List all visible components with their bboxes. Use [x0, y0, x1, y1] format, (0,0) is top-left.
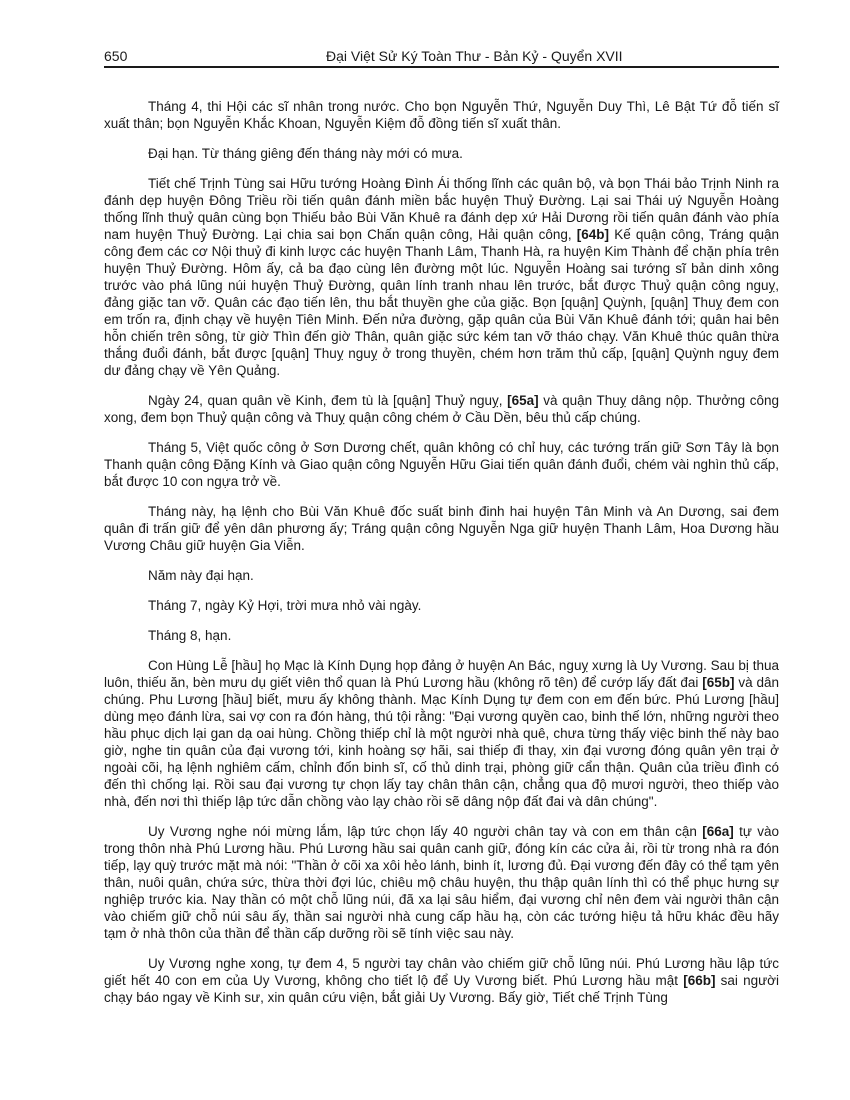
- paragraph-text: Kế quận công, Tráng quận công đem các cơ Nội thuỷ đi kinh lược các huyện Thanh Lâm, Thanh Hà, ra huyện Kim Thành để chặn phía trên huyện Thuỷ Đường. Hôm ấy, cả ba đạo cùng lên đường một lúc. Nguyễn Hoàng sai tướng sĩ bản dinh xông trước vào phá lũng núi huyện Thuỷ Đường, quân lính tranh nhau lên trước, bắt được Thuỷ quận công nguỵ, đảng giặc tan vỡ. Quân các đạo tiến lên, thu bắt thuyền ghe của giặc. Bọn [quận] Quỳnh, [quận] Thuỵ đem con em trốn ra, định chạy về huyện Tiên Minh. Đến nửa đường, gặp quân của Bùi Văn Khuê đánh tới; quân hai bên hỗn chiến trên sông, từ giờ Thìn đến giờ Thân, quân giặc sức kém tan vỡ tháo chạy. Văn Khuê thúc quân thừa thắng đuổi đánh, bắt được [quận] Thuỵ nguỵ ở trong thuyền, chém hơn trăm thủ cấp, [quận] Quỳnh nguỵ đem dư đảng chạy về Yên Quảng.: [104, 227, 779, 378]
- paragraph: [104, 627, 779, 644]
- paragraph-text: và quận Thuỵ dâng nộp. Thưởng công xong, đem bọn Thuỷ quận công và Thuỵ quận công chém ở Cầu Dền, bêu thủ cấp chúng.: [104, 393, 780, 425]
- paragraph: [104, 597, 779, 614]
- header-rule: [104, 66, 779, 68]
- paragraph-text: Đại hạn. Từ tháng giêng đến tháng này mới có mưa.: [148, 146, 463, 161]
- paragraph-text: tự vào trong thôn nhà Phú Lương hầu. Phú Lương hầu sai quân canh giữ, đóng kín các cửa ải, rồi từ trong nhà ra đón tiếp, lạy quỳ trước mặt mà nói: "Thần ở cõi xa xôi hẻo lánh, binh ít, lương đủ. Đại vương đến đây có thể tạm yên thân, nuôi quân, chứa sức, thừa thời đợi lúc, chiêu mộ châu huyện, thu thập quân lính thì có thể phục hưng sự nghiệp trước kia. Nay thần có một chỗ lũng núi, đã xa lại sâu hiểm, đại vương chỉ nên đem vài người thân cận vào chiếm giữ chỗ núi sâu ấy, thần sai người nhà cung cấp hầu hạ, còn các tướng hiệu tả hữu khác đều hãy tạm ở nhà thôn của thần để thần cấp dưỡng rồi sẽ tính việc sau này.: [104, 824, 779, 941]
- paragraph-text: Tiết chế Trịnh Tùng sai Hữu tướng Hoàng Đình Ái thống lĩnh các quân bộ, và bọn Thái bảo Trịnh Ninh ra đánh dẹp huyện Đông Triều rồi tiến quân đánh miền bắc huyện Thuỷ Đường. Lại sai Thái uý Nguyễn Hoàng thống lĩnh thuỷ quân cùng bọn Thiếu bảo Bùi Văn Khuê ra đánh dẹp xứ Hải Dương rồi tiến quân đánh vào phía nam huyện Thuỷ Đường. Lại chia sai bọn Chấn quận công, Hải quận công,: [104, 176, 779, 242]
- folio-marker: [65b]: [702, 675, 735, 690]
- paragraph-text: Uy Vương nghe nói mừng lắm, lập tức chọn lấy 40 người chân tay và con em thân cận: [148, 824, 703, 839]
- folio-marker: [66a]: [702, 824, 734, 839]
- paragraph: [104, 955, 779, 1006]
- document-body: [104, 98, 779, 1006]
- paragraph-text: Ngày 24, quan quân về Kinh, đem tù là [quận] Thuỷ nguỵ,: [148, 393, 508, 408]
- paragraph-text: Tháng 4, thi Hội các sĩ nhân trong nước. Cho bọn Nguyễn Thứ, Nguyễn Duy Thì, Lê Bật Tứ đỗ tiến sĩ xuất thân; bọn Nguyễn Khắc Khoan, Nguyễn Kiệm đỗ đồng tiến sĩ xuất thân.: [104, 99, 779, 131]
- paragraph-text: Tháng 5, Việt quốc công ở Sơn Dương chết, quân không có chỉ huy, các tướng trấn giữ Sơn Tây là bọn Thanh quận công Đặng Kính và Giao quận công Nguyễn Hữu Giai tiến quân đánh đuổi, chém vài nghìn thủ cấp, bắt được 10 con ngựa trở về.: [104, 440, 779, 489]
- paragraph-text: Tháng 8, hạn.: [148, 628, 232, 643]
- paragraph: [104, 567, 779, 584]
- document-page: [104, 44, 779, 1019]
- paragraph-text: Tháng 7, ngày Kỷ Hợi, trời mưa nhỏ vài ngày.: [148, 598, 422, 613]
- paragraph-text: và dân chúng. Phu Lương [hầu] biết, mưu ấy không thành. Mạc Kính Dụng tự đem con em đến bức. Phú Lương [hầu] dùng mẹo đánh lừa, sai vợ con ra đón hàng, thú tội rằng: "Đại vương quyền cao, binh thế lớn, những người theo hầu phục dịch lại gan dạ oai hùng. Chồng thiếp chỉ là một người nhà quê, chưa từng thấy việc binh thế này bao giờ, nghe tin quân của đại vương tới, kinh hoàng sợ hãi, sai thiếp đi thay, xin đại vương đóng quân yên trại ở ngoài cõi, hạ lệnh nghiêm cấm, chỉnh đốn binh sĩ, cố thủ dinh trại, phòng giữ cẩn thận. Quân của triều đình có đến thì chống lại. Rồi sau đại vương tự chọn lấy tay chân thân cận, chẳng qua độ mươi người, theo thiếp vào nhà, đến nơi thì thiếp lập tức dẫn chồng vào lạy chào rồi sẽ dâng nộp đất đai và dân chúng".: [104, 675, 779, 809]
- paragraph: [104, 98, 779, 132]
- paragraph: [104, 503, 779, 554]
- paragraph-text: Tháng này, hạ lệnh cho Bùi Văn Khuê đốc suất binh đinh hai huyện Tân Minh và An Dương, sai đem quân đi trấn giữ để yên dân phương ấy; Tráng quận công Nguyễn Nga giữ huyện Thanh Lâm, Hoa Dương hầu Vương Châu giữ huyện Gia Viễn.: [104, 504, 779, 553]
- paragraph: [104, 145, 779, 162]
- folio-marker: [66b]: [683, 973, 716, 988]
- paragraph-text: Năm này đại hạn.: [148, 568, 254, 583]
- paragraph-text: sai người chạy báo ngay về Kinh sư, xin quân cứu viện, bắt giải Uy Vương. Bấy giờ, Tiết chế Trịnh Tùng: [104, 973, 780, 1005]
- paragraph: [104, 392, 779, 426]
- running-title: Đại Việt Sử Ký Toàn Thư - Bản Kỷ - Quyển XVII: [326, 48, 623, 64]
- paragraph-text: Uy Vương nghe xong, tự đem 4, 5 người tay chân vào chiếm giữ chỗ lũng núi. Phú Lương hầu lập tức giết hết 40 con em của Uy Vương, không cho tiết lộ để Uy Vương biết. Phú Lương hầu mật: [104, 956, 779, 988]
- page-header: [104, 44, 779, 66]
- folio-marker: [64b]: [576, 227, 610, 242]
- paragraph: [104, 823, 779, 942]
- page-number: 650: [104, 48, 128, 64]
- paragraph: [104, 175, 779, 379]
- paragraph: [104, 657, 779, 810]
- folio-marker: [65a]: [507, 393, 539, 408]
- paragraph-text: Con Hùng Lễ [hầu] họ Mạc là Kính Dụng họp đảng ở huyện An Bác, nguỵ xưng là Uy Vương. Sau bị thua luôn, thiếu ăn, bèn mưu dụ giết viên thổ quan là Phú Lương hầu (không rõ tên) để cướp lấy đất đai: [104, 658, 779, 690]
- paragraph: [104, 439, 779, 490]
